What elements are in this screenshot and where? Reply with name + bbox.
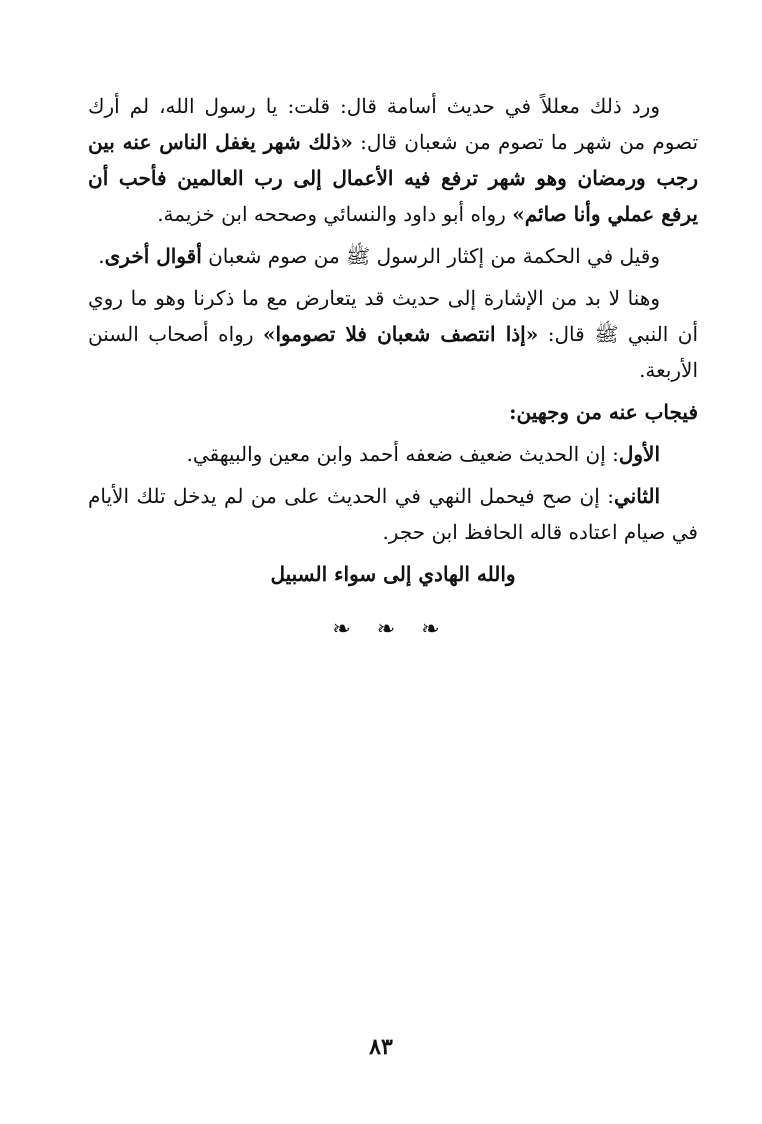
paragraph-1-text-a: ورد ذلك معللاً في حديث أسامة قال: قلت: يا رسول الله، لم أرك تصوم من شهر ما تصوم من شعبان قال: — [88, 94, 699, 154]
point-second-label: الثاني — [613, 484, 660, 508]
paragraph-2-text-b: . — [98, 244, 105, 268]
point-first-text: : إن الحديث ضعيف ضعفه أحمد وابن معين والبيهقي. — [186, 442, 619, 466]
paragraph-1-hadith-quote: «ذلك شهر يغفل الناس عنه بين رجب ورمضان وهو شهر ترفع فيه الأعمال إلى رب العالمين فأحب أن يرفع عملي وأنا صائم» — [88, 130, 698, 226]
paragraph-2 — [88, 238, 698, 274]
point-first-label: الأول — [618, 442, 660, 466]
paragraph-3 — [88, 280, 698, 388]
paragraph-2-bold: أقوال أخرى — [104, 244, 202, 268]
ornament-icon: ❧ — [332, 617, 365, 642]
paragraph-1-text-b: رواه أبو داود والنسائي وصححه ابن خزيمة. — [157, 202, 513, 226]
paragraph-3-hadith-quote: «إذا انتصف شعبان فلا تصوموا» — [263, 322, 539, 346]
ornament-icon: ❧ — [421, 617, 454, 642]
page-number: ٨٣ — [369, 1034, 393, 1060]
paragraph-3-text-a: وهنا لا بد من الإشارة إلى حديث قد يتعارض مع ما ذكرنا وهو ما روي أن النبي ﷺ قال: — [88, 286, 699, 346]
ornament-divider — [88, 612, 698, 648]
point-second — [88, 478, 698, 550]
paragraph-2-text-a: وقيل في الحكمة من إكثار الرسول ﷺ من صوم شعبان — [201, 244, 660, 268]
page-body — [88, 88, 698, 648]
point-second-text: : إن صح فيحمل النهي في الحديث على من لم يدخل تلك الأيام في صيام اعتاده قاله الحافظ ابن حجر. — [88, 484, 698, 544]
point-first — [88, 436, 698, 472]
paragraph-1 — [88, 88, 698, 232]
closing-line: والله الهادي إلى سواء السبيل — [270, 562, 516, 586]
ornament-icon: ❧ — [376, 617, 410, 642]
paragraph-3-text-b: رواه أصحاب السنن الأربعة. — [88, 322, 698, 382]
section-heading: فيجاب عنه من وجهين: — [509, 400, 698, 424]
